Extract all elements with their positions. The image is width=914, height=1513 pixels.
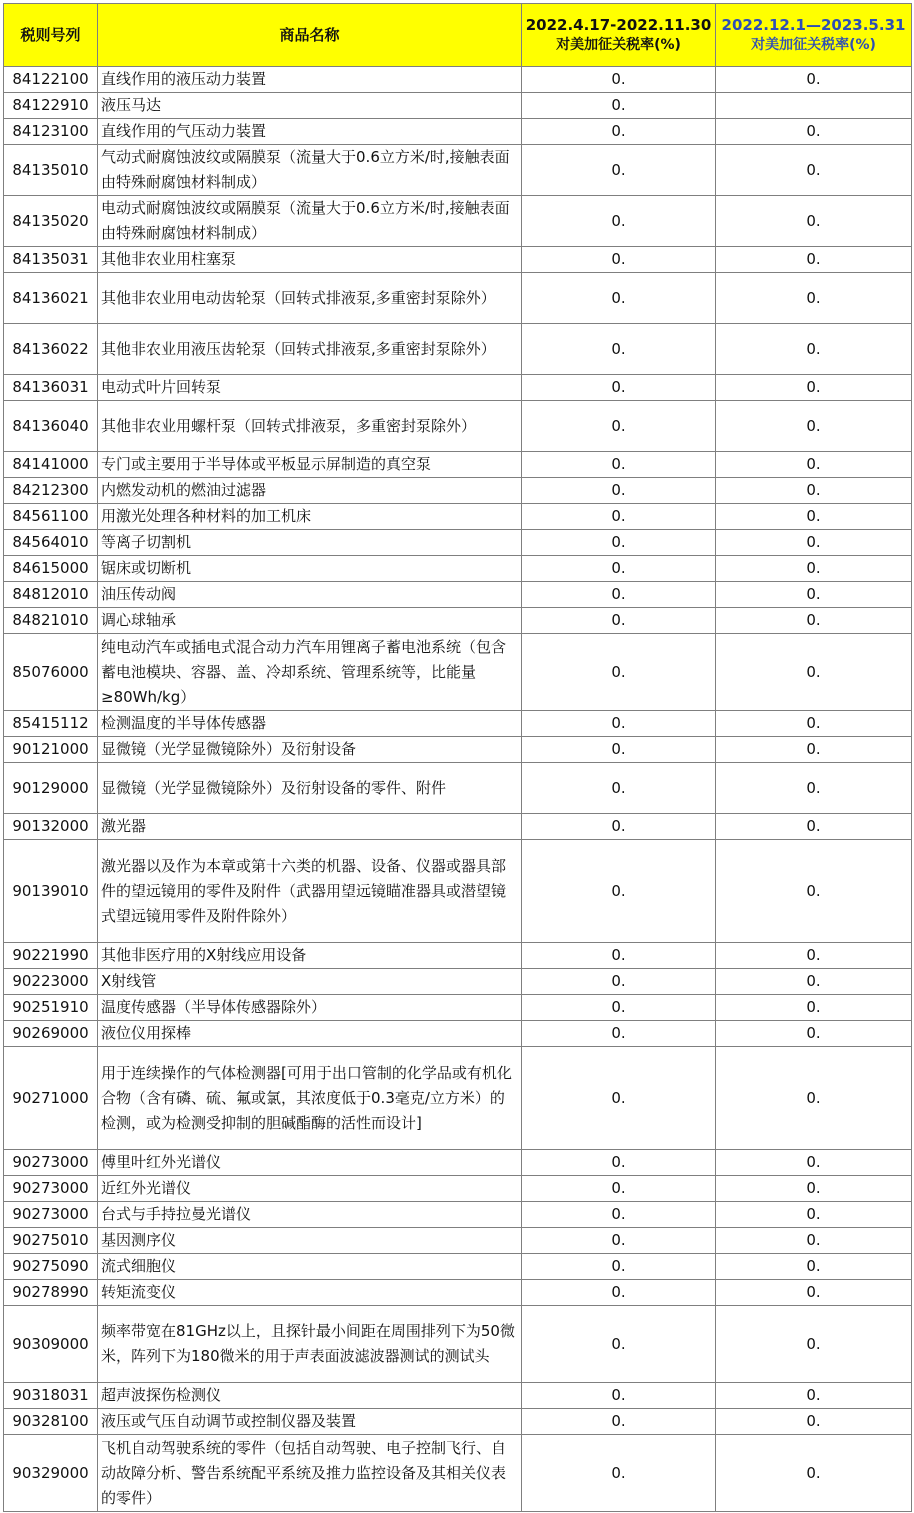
table-row (4, 1306, 912, 1383)
cell-rate-period1: 0. (522, 814, 716, 840)
cell-code: 84141000 (4, 452, 98, 478)
cell-rate-period2: 0. (716, 711, 912, 737)
cell-rate-period2: 0. (716, 530, 912, 556)
cell-rate-period1: 0. (522, 375, 716, 401)
header-row (4, 4, 912, 67)
cell-code: 90275090 (4, 1254, 98, 1280)
cell-rate-period2: 0. (716, 1254, 912, 1280)
cell-rate-period2: 0. (716, 273, 912, 324)
cell-code: 90223000 (4, 969, 98, 995)
cell-name: 流式细胞仪 (98, 1254, 522, 1280)
table-row (4, 969, 912, 995)
table-row (4, 1150, 912, 1176)
cell-rate-period2: 0. (716, 840, 912, 943)
cell-code: 84821010 (4, 608, 98, 634)
cell-rate-period1: 0. (522, 969, 716, 995)
cell-rate-period1: 0. (522, 737, 716, 763)
cell-code: 84122100 (4, 67, 98, 93)
cell-rate-period2: 0. (716, 1150, 912, 1176)
cell-rate-period2: 0. (716, 1202, 912, 1228)
cell-rate-period2: 0. (716, 324, 912, 375)
header-code: 税则号列 (4, 4, 98, 67)
cell-rate-period1: 0. (522, 763, 716, 814)
cell-code: 90269000 (4, 1021, 98, 1047)
cell-rate-period2: 0. (716, 1306, 912, 1383)
cell-rate-period2: 0. (716, 1047, 912, 1150)
table-row (4, 1383, 912, 1409)
cell-rate-period2: 0. (716, 401, 912, 452)
cell-code: 84564010 (4, 530, 98, 556)
cell-rate-period1: 0. (522, 1254, 716, 1280)
cell-name: 温度传感器（半导体传感器除外） (98, 995, 522, 1021)
cell-code: 84136040 (4, 401, 98, 452)
cell-rate-period1: 0. (522, 634, 716, 711)
cell-name: 显微镜（光学显微镜除外）及衍射设备的零件、附件 (98, 763, 522, 814)
cell-rate-period2: 0. (716, 582, 912, 608)
cell-rate-period1: 0. (522, 530, 716, 556)
cell-rate-period2: 0. (716, 634, 912, 711)
header-period1 (522, 4, 716, 67)
table-row (4, 711, 912, 737)
cell-code: 84561100 (4, 504, 98, 530)
cell-rate-period2: 0. (716, 119, 912, 145)
cell-rate-period1: 0. (522, 608, 716, 634)
cell-name: 激光器以及作为本章或第十六类的机器、设备、仪器或器具部件的望远镜用的零件及附件（武器用望远镜瞄准器具或潜望镜式望远镜用零件及附件除外） (98, 840, 522, 943)
cell-name: 其他非农业用液压齿轮泵（回转式排液泵,多重密封泵除外） (98, 324, 522, 375)
cell-code: 90273000 (4, 1202, 98, 1228)
cell-code: 84212300 (4, 478, 98, 504)
cell-rate-period2: 0. (716, 943, 912, 969)
cell-code: 90129000 (4, 763, 98, 814)
cell-code: 84135031 (4, 247, 98, 273)
cell-rate-period1: 0. (522, 145, 716, 196)
cell-rate-period2: 0. (716, 1435, 912, 1512)
cell-name: 调心球轴承 (98, 608, 522, 634)
cell-name: 其他非农业用螺杆泵（回转式排液泵，多重密封泵除外） (98, 401, 522, 452)
cell-code: 90328100 (4, 1409, 98, 1435)
table-row (4, 401, 912, 452)
cell-rate-period1: 0. (522, 1047, 716, 1150)
table-body (4, 67, 912, 1512)
cell-code: 90139010 (4, 840, 98, 943)
cell-code: 84135020 (4, 196, 98, 247)
header-period1-label: 对美加征关税率(%) (556, 37, 681, 53)
table-row (4, 530, 912, 556)
table-row (4, 1409, 912, 1435)
cell-rate-period2: 0. (716, 1176, 912, 1202)
cell-name: 气动式耐腐蚀波纹或隔膜泵（流量大于0.6立方米/时,接触表面由特殊耐腐蚀材料制成） (98, 145, 522, 196)
table-row (4, 1047, 912, 1150)
header-name: 商品名称 (98, 4, 522, 67)
table-row (4, 119, 912, 145)
cell-rate-period2: 0. (716, 196, 912, 247)
cell-rate-period1: 0. (522, 582, 716, 608)
cell-name: 用于连续操作的气体检测器[可用于出口管制的化学品或有机化合物（含有磷、硫、氟或氯，其浓度低于0.3毫克/立方米）的检测，或为检测受抑制的胆碱酯酶的活性而设计] (98, 1047, 522, 1150)
cell-name: 基因测序仪 (98, 1228, 522, 1254)
cell-rate-period2: 0. (716, 737, 912, 763)
cell-rate-period2 (716, 93, 912, 119)
table-row (4, 247, 912, 273)
cell-name: 液压马达 (98, 93, 522, 119)
header-period2-label: 对美加征关税率(%) (751, 37, 876, 53)
cell-name: 近红外光谱仪 (98, 1176, 522, 1202)
cell-rate-period1: 0. (522, 196, 716, 247)
cell-code: 90318031 (4, 1383, 98, 1409)
cell-code: 85415112 (4, 711, 98, 737)
cell-rate-period1: 0. (522, 840, 716, 943)
cell-rate-period1: 0. (522, 1228, 716, 1254)
table-row (4, 1202, 912, 1228)
cell-name: 专门或主要用于半导体或平板显示屏制造的真空泵 (98, 452, 522, 478)
table-row (4, 1176, 912, 1202)
table-row (4, 556, 912, 582)
table-row (4, 1280, 912, 1306)
table-row (4, 1228, 912, 1254)
cell-code: 84136031 (4, 375, 98, 401)
table-row (4, 1254, 912, 1280)
cell-rate-period2: 0. (716, 1409, 912, 1435)
cell-name: 检测温度的半导体传感器 (98, 711, 522, 737)
cell-code: 84135010 (4, 145, 98, 196)
table-row (4, 995, 912, 1021)
cell-name: 纯电动汽车或插电式混合动力汽车用锂离子蓄电池系统（包含蓄电池模块、容器、盖、冷却系统、管理系统等，比能量≥80Wh/kg） (98, 634, 522, 711)
cell-rate-period1: 0. (522, 711, 716, 737)
cell-rate-period1: 0. (522, 273, 716, 324)
cell-name: 激光器 (98, 814, 522, 840)
cell-code: 90278990 (4, 1280, 98, 1306)
table-row (4, 67, 912, 93)
cell-code: 84122910 (4, 93, 98, 119)
table-row (4, 608, 912, 634)
cell-rate-period1: 0. (522, 324, 716, 375)
table-row (4, 273, 912, 324)
cell-rate-period2: 0. (716, 247, 912, 273)
cell-name: 等离子切割机 (98, 530, 522, 556)
cell-name: 傅里叶红外光谱仪 (98, 1150, 522, 1176)
table-row (4, 93, 912, 119)
cell-rate-period1: 0. (522, 67, 716, 93)
table-row (4, 478, 912, 504)
cell-rate-period2: 0. (716, 504, 912, 530)
cell-rate-period2: 0. (716, 969, 912, 995)
table-row (4, 145, 912, 196)
cell-rate-period1: 0. (522, 1176, 716, 1202)
header-period1-dates: 2022.4.17-2022.11.30 (525, 16, 712, 34)
cell-name: 转矩流变仪 (98, 1280, 522, 1306)
header-period2 (716, 4, 912, 67)
cell-name: 直线作用的气压动力装置 (98, 119, 522, 145)
cell-name: 内燃发动机的燃油过滤器 (98, 478, 522, 504)
table-row (4, 943, 912, 969)
table-row (4, 196, 912, 247)
cell-rate-period2: 0. (716, 995, 912, 1021)
table-row (4, 1021, 912, 1047)
cell-code: 90132000 (4, 814, 98, 840)
cell-rate-period2: 0. (716, 478, 912, 504)
cell-rate-period1: 0. (522, 1306, 716, 1383)
cell-rate-period2: 0. (716, 375, 912, 401)
table-row (4, 763, 912, 814)
table-row (4, 582, 912, 608)
cell-rate-period2: 0. (716, 1228, 912, 1254)
cell-code: 90121000 (4, 737, 98, 763)
cell-name: X射线管 (98, 969, 522, 995)
cell-code: 90275010 (4, 1228, 98, 1254)
table-row (4, 504, 912, 530)
cell-rate-period2: 0. (716, 608, 912, 634)
cell-name: 台式与手持拉曼光谱仪 (98, 1202, 522, 1228)
cell-rate-period1: 0. (522, 504, 716, 530)
cell-rate-period1: 0. (522, 943, 716, 969)
cell-name: 液压或气压自动调节或控制仪器及装置 (98, 1409, 522, 1435)
cell-rate-period1: 0. (522, 995, 716, 1021)
cell-rate-period1: 0. (522, 1202, 716, 1228)
cell-code: 84136022 (4, 324, 98, 375)
table-row (4, 737, 912, 763)
cell-code: 90329000 (4, 1435, 98, 1512)
table-row (4, 814, 912, 840)
cell-rate-period2: 0. (716, 814, 912, 840)
tariff-table (3, 3, 912, 1512)
cell-name: 飞机自动驾驶系统的零件（包括自动驾驶、电子控制飞行、自动故障分析、警告系统配平系统及推力监控设备及其相关仪表的零件） (98, 1435, 522, 1512)
cell-rate-period1: 0. (522, 247, 716, 273)
table-row (4, 1435, 912, 1512)
cell-rate-period2: 0. (716, 763, 912, 814)
cell-rate-period1: 0. (522, 1409, 716, 1435)
table-row (4, 324, 912, 375)
cell-rate-period1: 0. (522, 93, 716, 119)
cell-rate-period1: 0. (522, 1435, 716, 1512)
cell-code: 84136021 (4, 273, 98, 324)
cell-code: 90273000 (4, 1150, 98, 1176)
cell-code: 90251910 (4, 995, 98, 1021)
cell-code: 90273000 (4, 1176, 98, 1202)
cell-rate-period1: 0. (522, 478, 716, 504)
table-row (4, 452, 912, 478)
cell-rate-period1: 0. (522, 119, 716, 145)
cell-rate-period2: 0. (716, 145, 912, 196)
cell-name: 频率带宽在81GHz以上，且探针最小间距在周围排列下为50微米，阵列下为180微米的用于声表面波滤波器测试的测试头 (98, 1306, 522, 1383)
cell-name: 锯床或切断机 (98, 556, 522, 582)
cell-code: 90221990 (4, 943, 98, 969)
cell-name: 其他非农业用电动齿轮泵（回转式排液泵,多重密封泵除外） (98, 273, 522, 324)
cell-name: 液位仪用探棒 (98, 1021, 522, 1047)
cell-rate-period2: 0. (716, 556, 912, 582)
cell-name: 电动式耐腐蚀波纹或隔膜泵（流量大于0.6立方米/时,接触表面由特殊耐腐蚀材料制成） (98, 196, 522, 247)
cell-rate-period2: 0. (716, 1383, 912, 1409)
cell-rate-period1: 0. (522, 1383, 716, 1409)
cell-name: 电动式叶片回转泵 (98, 375, 522, 401)
cell-name: 显微镜（光学显微镜除外）及衍射设备 (98, 737, 522, 763)
cell-name: 其他非医疗用的X射线应用设备 (98, 943, 522, 969)
cell-name: 直线作用的液压动力装置 (98, 67, 522, 93)
cell-code: 84123100 (4, 119, 98, 145)
cell-code: 84615000 (4, 556, 98, 582)
cell-rate-period1: 0. (522, 556, 716, 582)
cell-rate-period2: 0. (716, 452, 912, 478)
cell-rate-period1: 0. (522, 1280, 716, 1306)
table-row (4, 375, 912, 401)
cell-rate-period1: 0. (522, 1150, 716, 1176)
cell-name: 其他非农业用柱塞泵 (98, 247, 522, 273)
cell-rate-period1: 0. (522, 452, 716, 478)
table-row (4, 634, 912, 711)
cell-code: 90271000 (4, 1047, 98, 1150)
cell-code: 90309000 (4, 1306, 98, 1383)
table-row (4, 840, 912, 943)
cell-rate-period1: 0. (522, 401, 716, 452)
cell-rate-period2: 0. (716, 1021, 912, 1047)
cell-code: 84812010 (4, 582, 98, 608)
cell-rate-period1: 0. (522, 1021, 716, 1047)
cell-name: 油压传动阀 (98, 582, 522, 608)
cell-rate-period2: 0. (716, 1280, 912, 1306)
cell-rate-period2: 0. (716, 67, 912, 93)
cell-name: 超声波探伤检测仪 (98, 1383, 522, 1409)
cell-name: 用激光处理各种材料的加工机床 (98, 504, 522, 530)
cell-code: 85076000 (4, 634, 98, 711)
header-period2-dates: 2022.12.1—2023.5.31 (721, 16, 906, 34)
